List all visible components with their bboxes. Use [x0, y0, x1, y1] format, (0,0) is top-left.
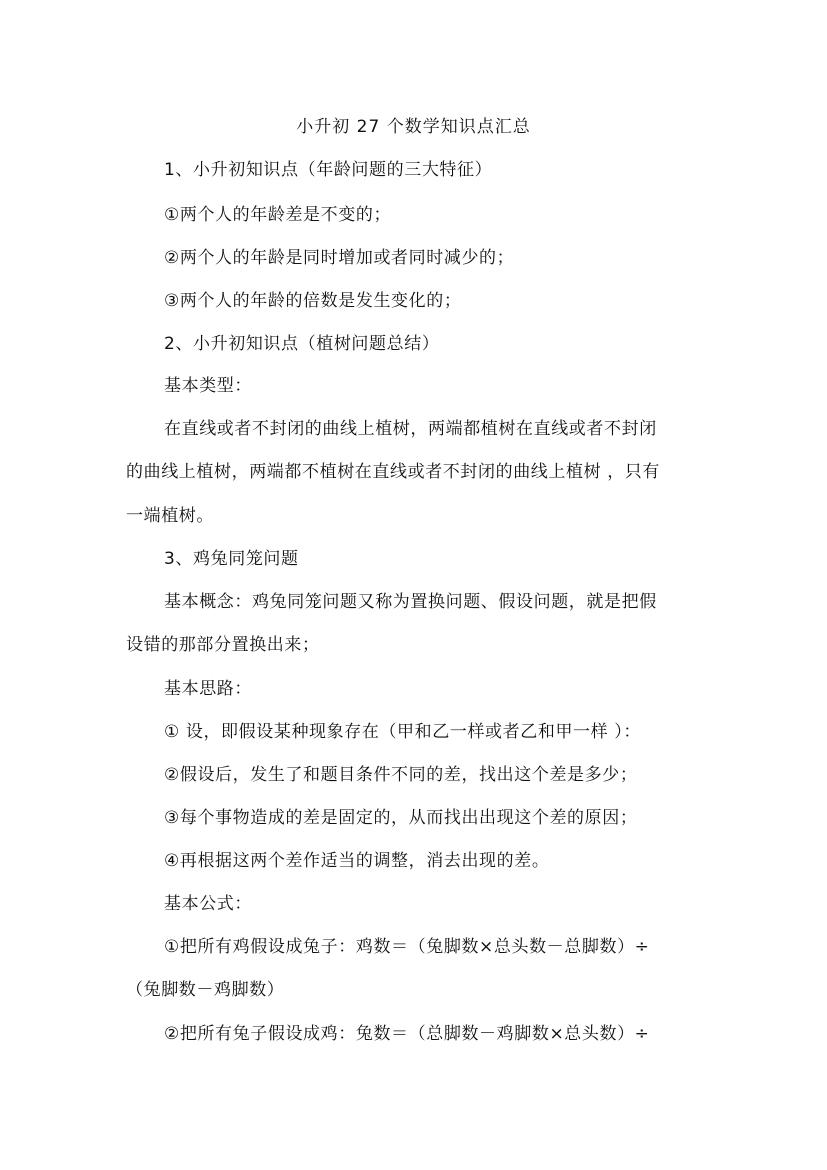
page-title: 小升初 27 个数学知识点汇总 — [296, 117, 531, 137]
formula-line: （兔脚数－鸡脚数） — [126, 980, 285, 1000]
paragraph-line: 的曲线上植树，两端都不植树在直线或者不封闭的曲线上植树 ，只有 — [126, 462, 661, 482]
paragraph-line: 一端植树。 — [126, 506, 214, 526]
list-item: ③每个事物造成的差是固定的，从而找出出现这个差的原因； — [164, 808, 638, 828]
section-heading-chicken-rabbit: 3、鸡兔同笼问题 — [164, 549, 299, 569]
paragraph-line: 在直线或者不封闭的曲线上植树，两端都植树在直线或者不封闭 — [164, 419, 657, 439]
list-item: ②假设后，发生了和题目条件不同的差，找出这个差是多少； — [164, 765, 638, 785]
list-item: ④再根据这两个差作适当的调整，消去出现的差。 — [164, 851, 550, 871]
basic-formula-label: 基本公式： — [164, 894, 252, 914]
formula-line: ②把所有兔子假设成鸡：兔数＝（总脚数－鸡脚数×总头数）÷ — [164, 1024, 650, 1044]
list-item: ③两个人的年龄的倍数是发生变化的； — [164, 291, 462, 311]
section-heading-tree-planting: 2、小升初知识点（植树问题总结） — [164, 334, 440, 354]
list-item: ②两个人的年龄是同时增加或者同时减少的； — [164, 248, 515, 268]
list-item: ①两个人的年龄差是不变的； — [164, 205, 392, 225]
list-item: ① 设，即假设某种现象存在（甲和乙一样或者乙和甲一样 ）： — [164, 722, 641, 742]
basic-types-label: 基本类型： — [164, 376, 252, 396]
basic-approach-label: 基本思路： — [164, 679, 252, 699]
paragraph-line: 基本概念：鸡兔同笼问题又称为置换问题、假设问题，就是把假 — [164, 592, 657, 612]
formula-line: ①把所有鸡假设成兔子：鸡数＝（兔脚数×总头数－总脚数）÷ — [164, 937, 650, 957]
paragraph-line: 设错的那部分置换出来； — [126, 635, 320, 655]
section-heading-age: 1、小升初知识点（年龄问题的三大特征） — [164, 160, 493, 180]
